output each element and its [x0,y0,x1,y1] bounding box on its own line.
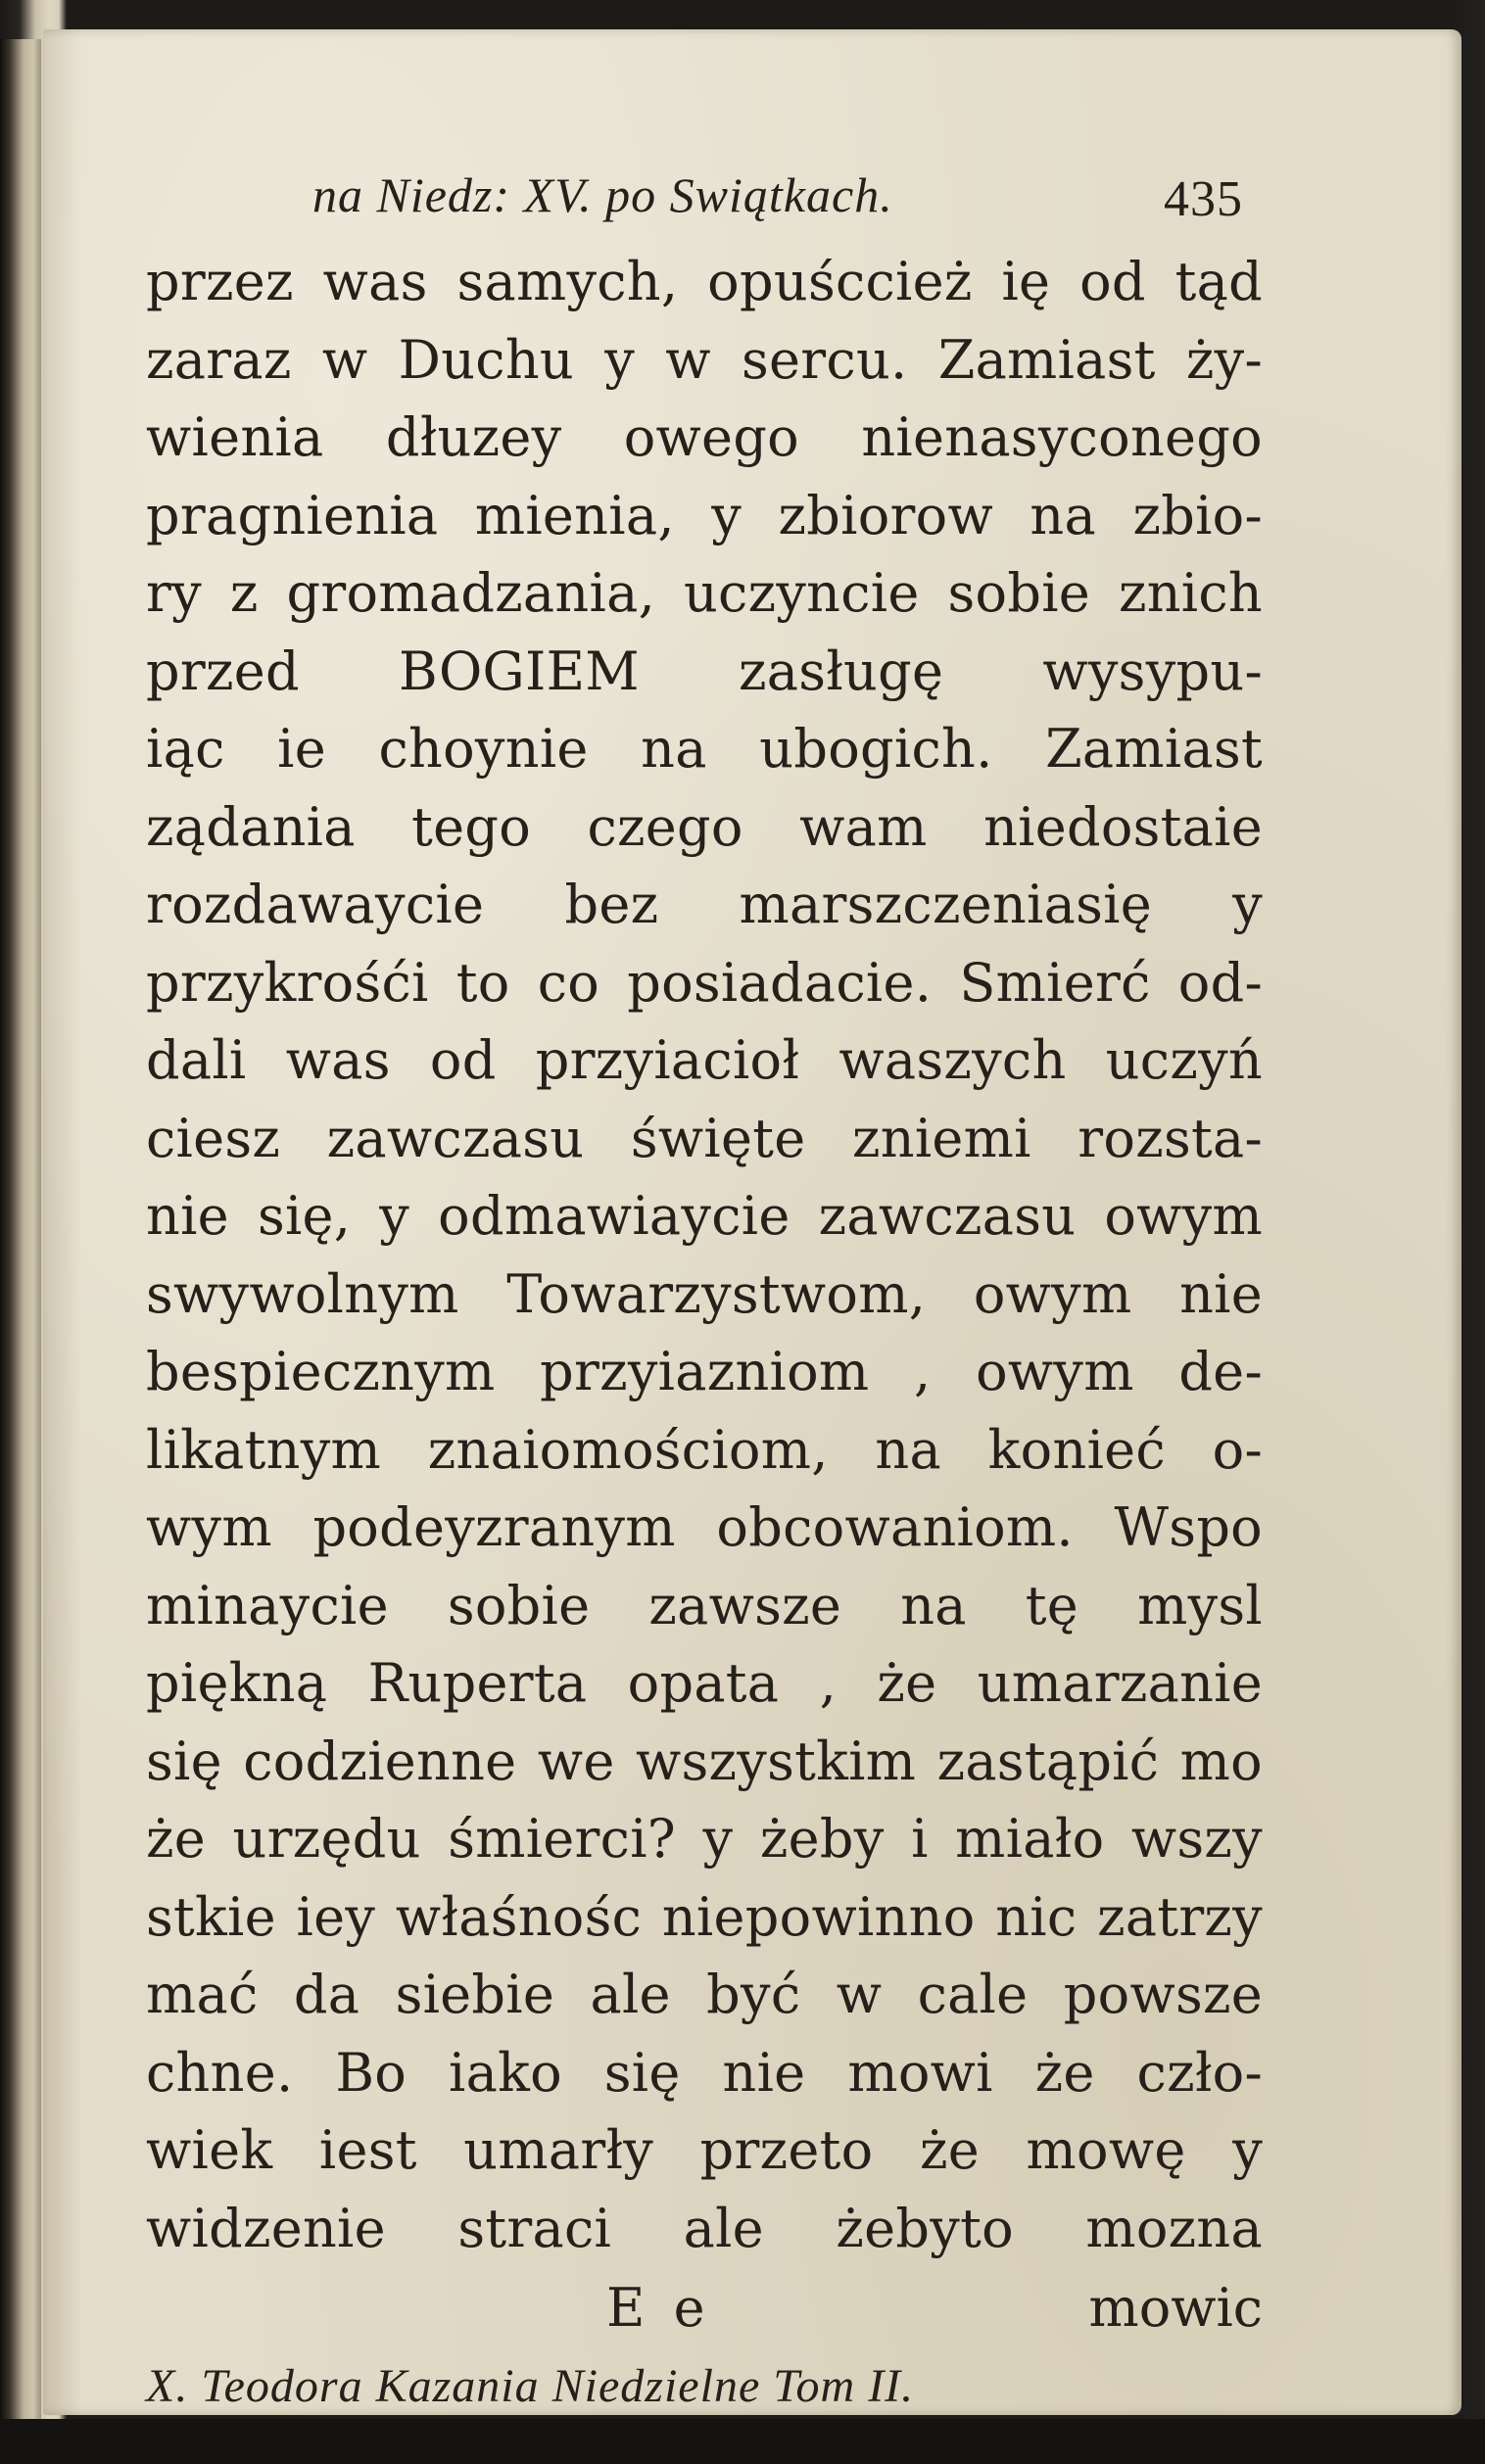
page-number: 435 [1164,171,1243,227]
footer-title: X. Teodora Kazania Niedzielne Tom II. [146,2360,915,2412]
signature-mark: E e [606,2277,711,2339]
running-title: na Niedz: XV. po Swiątkach. [312,167,893,222]
text-block [146,157,1263,2413]
text-line: mać da siebie ale być w cale powsze [146,1964,1263,2025]
text-line: że urzędu śmierci? y żeby i miało wszy [146,1808,1263,1870]
text-line: zaraz w Duchu y w sercu. Zamiast ży- [146,328,1263,391]
text-line: się codzienne we wszystkim zastąpić mo [146,1730,1263,1792]
text-line: iąc ie choynie na ubogich. Zamiast [146,718,1263,780]
text-line: wym podeyzranym obcowaniom. Wspo [146,1496,1263,1558]
text-line: widzenie straci ale żebyto mozna [146,2197,1263,2259]
text-line: rozdawaycie bez marszczeniasię y [146,874,1263,935]
text-line: wienia dłuzey owego nienasyconego [146,406,1263,468]
text-line: likatnym znaiomościom, na konieć o- [146,1418,1263,1481]
text-line: minaycie sobie zawsze na tę mysl [146,1574,1263,1636]
bottom-shadow [0,2419,1485,2464]
text-line: przykrośći to co posiadacie. Smierć od- [146,951,1263,1014]
text-line: nie się, y odmawiaycie zawczasu owym [146,1185,1263,1247]
text-line: bespiecznym przyiazniom , owym de- [146,1341,1263,1402]
text-line: przez was samych, opuśccież ię od tąd [146,251,1263,312]
page-sheet [43,29,1461,2415]
text-line: ciesz zawczasu święte zniemi rozsta- [146,1107,1263,1169]
catch-row [146,2267,1263,2349]
running-head [146,157,1263,243]
facing-page-edge [0,39,41,2448]
text-line: dali was od przyiacioł waszych uczyń [146,1029,1263,1091]
body-text [146,243,1263,2267]
text-line: chne. Bo iako się nie mowi że czło- [146,2041,1263,2104]
text-line: piękną Ruperta opata , że umarzanie [146,1652,1263,1714]
text-line: swywolnym Towarzystwom, owym nie [146,1262,1263,1325]
text-line: stkie iey właśnośc niepowinno nic zatrzy [146,1885,1263,1948]
text-line: ry z gromadzania, uczyncie sobie znich [146,562,1263,624]
text-line: wiek iest umarły przeto że mowę y [146,2119,1263,2181]
text-line: ządania tego czego wam niedostaie [146,795,1263,858]
text-line: przed BOGIEM zasługę wysypu- [146,640,1263,702]
catchword: mowic [1088,2277,1263,2339]
text-line: pragnienia mienia, y zbiorow na zbio- [146,484,1263,546]
